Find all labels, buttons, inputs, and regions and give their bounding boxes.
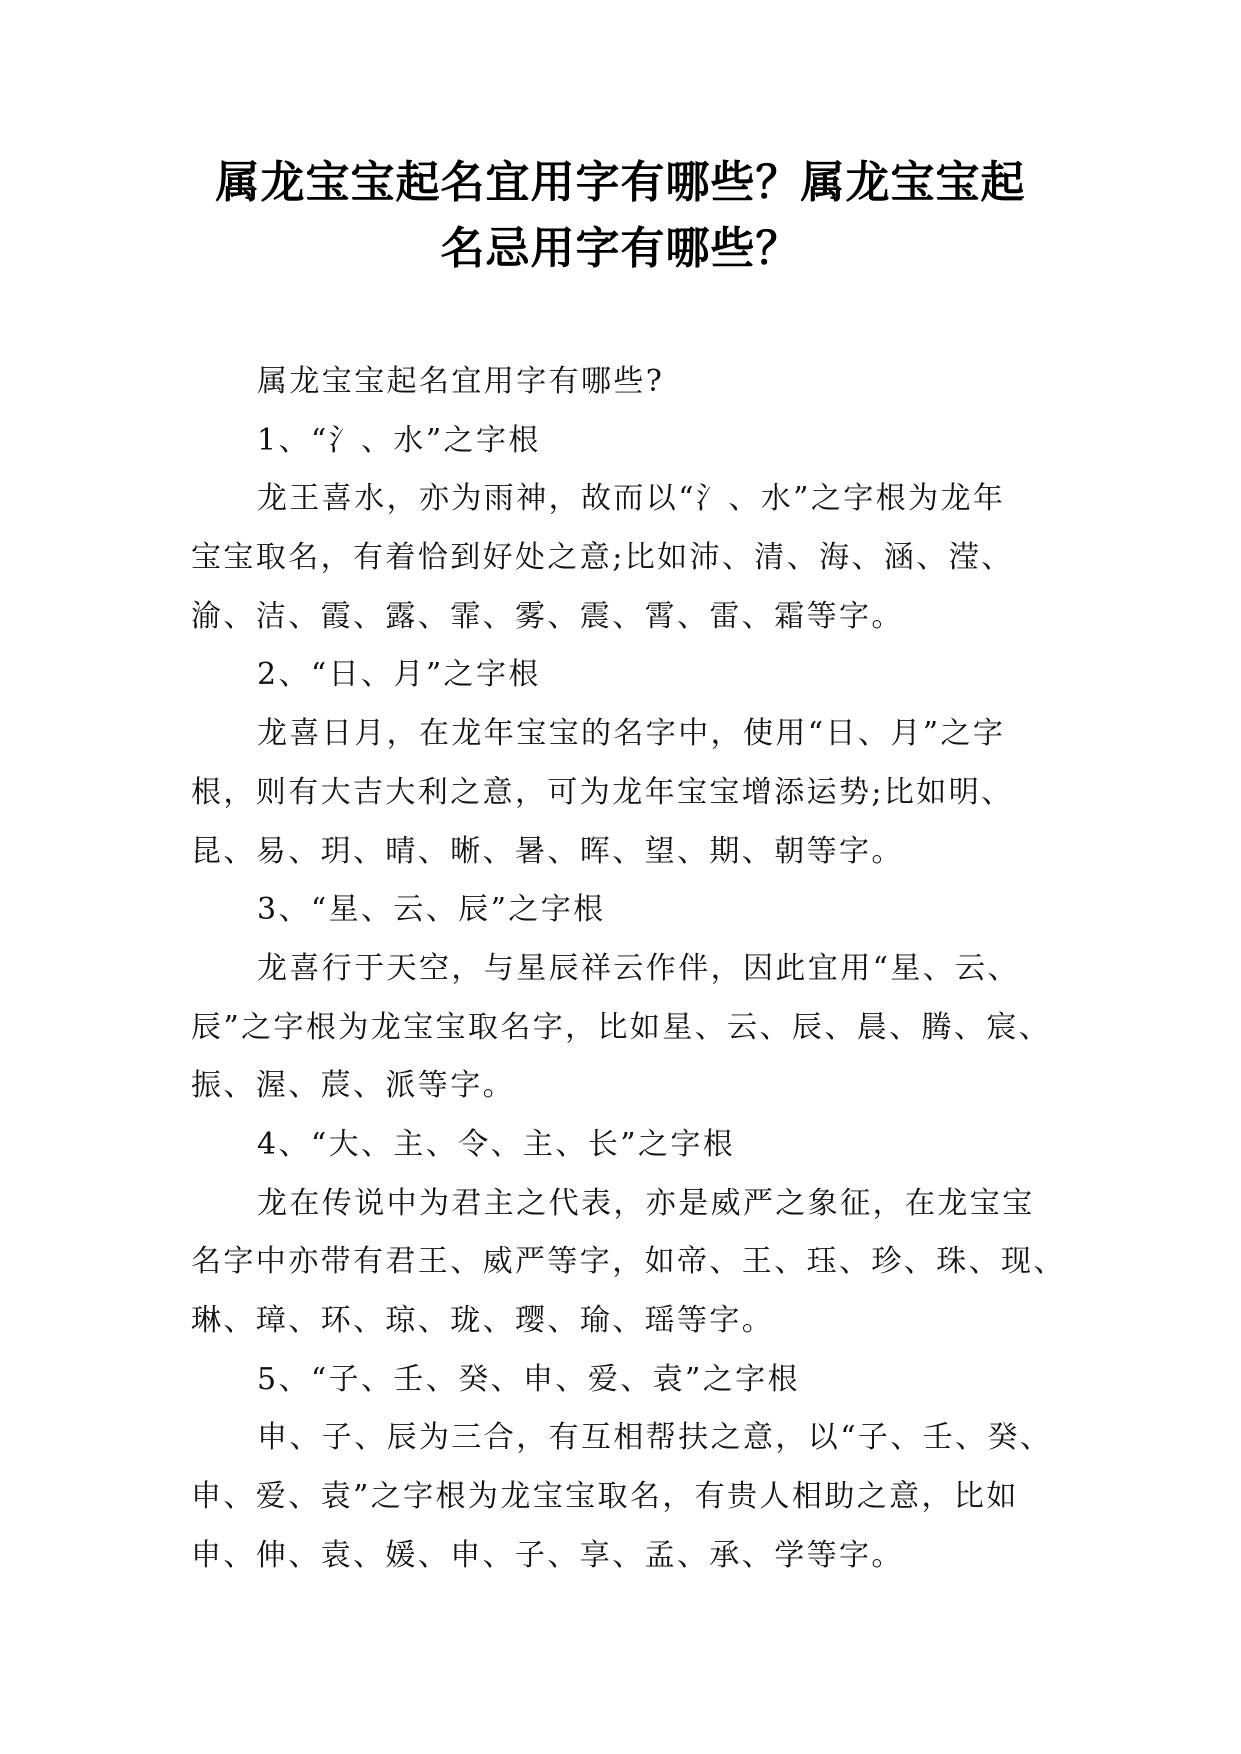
title-line: 名忌用字有哪些？ [440, 223, 801, 274]
section-heading-text: 1、“氵、水”之字根 [257, 422, 541, 458]
section-heading [191, 1116, 1151, 1175]
document-body [191, 353, 1151, 1585]
section-heading-text: 3、“星、云、辰”之字根 [257, 892, 606, 928]
paragraph-line: 申、伸、袁、媛、申、子、享、孟、承、学等字。 [191, 1537, 904, 1573]
section-heading-text: 2、“日、月”之字根 [257, 657, 541, 693]
paragraph-line: 根，则有大吉大利之意，可为龙年宝宝增添运势;比如明、 [191, 774, 1014, 810]
paragraph-line: 琳、璋、环、琼、珑、璎、瑜、瑶等字。 [191, 1303, 775, 1338]
section-heading-text: 5、“子、壬、癸、申、爱、袁”之字根 [257, 1361, 800, 1397]
title-line: 属龙宝宝起名宜用字有哪些？属龙宝宝起 [215, 157, 1026, 208]
section-question-heading [191, 353, 1151, 412]
paragraph [191, 705, 1151, 881]
section-heading [191, 646, 1151, 705]
paragraph [191, 1409, 1151, 1585]
paragraph-line: 辰”之字根为龙宝宝取名字，比如星、云、辰、晨、腾、宸、 [191, 1009, 1052, 1045]
paragraph-line: 龙喜行于天空，与星辰祥云作伴，因此宜用“星、云、 [257, 950, 1020, 986]
paragraph [191, 940, 1151, 1116]
paragraph-line: 龙在传说中为君主之代表，亦是威严之象征，在龙宝宝 [257, 1185, 1035, 1221]
section-heading [191, 881, 1151, 940]
section-heading [191, 412, 1151, 471]
paragraph-line: 龙喜日月，在龙年宝宝的名字中，使用“日、月”之字 [257, 716, 1006, 752]
paragraph-line: 申、爱、袁”之字根为龙宝宝取名，有贵人相助之意，比如 [191, 1479, 1019, 1515]
paragraph-line: 宝宝取名，有着恰到好处之意;比如沛、清、海、涵、滢、 [191, 540, 1014, 576]
paragraph-line: 振、渥、莀、派等字。 [191, 1068, 515, 1104]
section-heading [191, 1351, 1151, 1410]
paragraph-line: 属龙宝宝起名宜用字有哪些? [257, 364, 665, 399]
paragraph-line: 龙王喜水，亦为雨神，故而以“氵、水”之字根为龙年 [257, 481, 1006, 517]
paragraph-line: 申、子、辰为三合，有互相帮扶之意，以“子、壬、癸、 [257, 1420, 1053, 1456]
paragraph [191, 1175, 1151, 1351]
section-heading-text: 4、“大、主、令、主、长”之字根 [257, 1126, 736, 1162]
paragraph [191, 470, 1151, 646]
paragraph-line: 昆、易、玥、晴、晰、暑、晖、望、期、朝等字。 [191, 833, 904, 869]
paragraph-line: 渝、洁、霞、露、霏、雾、震、霄、雷、霜等字。 [191, 598, 904, 634]
page-title [0, 150, 1241, 282]
paragraph-line: 名字中亦带有君王、威严等字，如帝、王、珏、珍、珠、现、 [191, 1244, 1066, 1280]
